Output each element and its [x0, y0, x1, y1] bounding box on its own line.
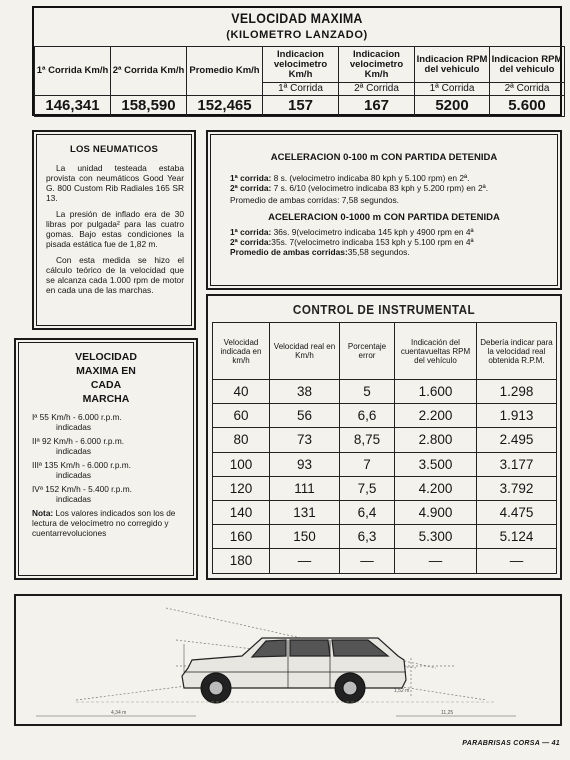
gear-speeds-box — [14, 338, 198, 580]
table-cell: 80 — [213, 428, 270, 452]
table-row — [213, 525, 557, 549]
header-speedo-1: Indicacion velocimetro Km/h — [263, 47, 339, 83]
table-cell: 40 — [213, 380, 270, 404]
table-cell: — — [340, 549, 395, 573]
table-cell: 5.124 — [477, 525, 557, 549]
dim-height-label: 1,52 m — [394, 688, 410, 694]
accel-100-run1 — [230, 173, 546, 183]
run-label-4: 2ª Corrida — [490, 83, 565, 96]
header-average-kmh: Promedio Km/h — [187, 47, 263, 96]
max-speed-grid — [34, 46, 565, 117]
table-cell: 6,3 — [340, 525, 395, 549]
table-cell: 60 — [213, 404, 270, 428]
tires-paragraph-3: Con esta medida se hizo el cálculo teórico de la velocidad que se alcanza cada 1.000 rpm de motor en cada una de las marchas. — [46, 255, 184, 295]
gear-3-sub: indicadas — [56, 470, 92, 480]
table-cell: 93 — [270, 452, 340, 476]
value-rpm-1: 5200 — [415, 96, 490, 117]
table-cell: 180 — [213, 549, 270, 573]
page-footer: PARABRISAS CORSA — 41 — [462, 740, 560, 747]
header-rpm-1: Indicacion RPM del vehiculo — [415, 47, 490, 83]
table-cell: 1.600 — [395, 380, 477, 404]
gear-title-line-4: MARCHA — [82, 393, 130, 405]
dim-rear-label: 11,25 — [441, 710, 454, 716]
gear-item — [32, 484, 188, 504]
accel-1000-average-text: 35,58 segundos. — [347, 247, 410, 257]
table-cell: 150 — [270, 525, 340, 549]
accel-100-run2 — [230, 183, 546, 193]
max-speed-title: VELOCIDAD MAXIMA — [231, 11, 363, 26]
gear-item — [32, 436, 188, 456]
gear-note — [32, 508, 186, 538]
gear-speeds-title — [16, 350, 196, 406]
acceleration-box — [206, 130, 562, 290]
table-row — [213, 404, 557, 428]
col-header-error-percent: Porcentaje error — [340, 323, 395, 380]
gear-1-text: Iª 55 Km/h - 6.000 r.p.m. — [32, 412, 122, 422]
col-header-real-speed: Velocidad real en Km/h — [270, 323, 340, 380]
table-row — [213, 380, 557, 404]
gear-note-label: Nota: — [32, 508, 54, 518]
accel-1000-run1-label: 1ª corrida: — [230, 227, 272, 237]
table-cell: 3.500 — [395, 452, 477, 476]
table-row — [213, 428, 557, 452]
table-cell: 56 — [270, 404, 340, 428]
accel-100-run1-text: 8 s. (velocimetro indicaba 80 kph y 5.100 rpm) en 2ª. — [271, 173, 470, 183]
table-cell: 160 — [213, 525, 270, 549]
tires-paragraph-1: La unidad testeada estaba provista con neumáticos Good Year G. 800 Custom Rib Radiales 165 SR 13. — [46, 163, 184, 203]
accel-100-run2-label: 2ª corrida: — [230, 183, 272, 193]
accel-1000-average — [230, 247, 546, 257]
accel-100-run1-label: 1ª corrida: — [230, 173, 272, 183]
gear-item — [32, 460, 188, 480]
instrument-check-box — [206, 294, 562, 580]
gear-1-sub: indicadas — [56, 422, 92, 432]
col-header-rpm-expected: Debería indicar para la velocidad real obtenida R.P.M. — [477, 323, 557, 380]
table-cell: 3.177 — [477, 452, 557, 476]
gear-note-text: Los valores indicados son los de lectura de velocímetro no corregido y cuentarrevoluciones — [32, 508, 176, 538]
table-cell: 8,75 — [340, 428, 395, 452]
table-cell: 1.298 — [477, 380, 557, 404]
header-rpm-2: Indicacion RPM del vehiculo — [490, 47, 565, 83]
accel-1000-run1 — [230, 227, 546, 237]
instrument-check-table — [212, 322, 557, 574]
table-cell: 4.200 — [395, 476, 477, 500]
table-row — [213, 500, 557, 524]
table-cell: 120 — [213, 476, 270, 500]
run-label-3: 1ª Corrida — [415, 83, 490, 96]
table-row — [213, 549, 557, 573]
table-cell: 140 — [213, 500, 270, 524]
table-cell: 7,5 — [340, 476, 395, 500]
table-row — [213, 452, 557, 476]
gear-item — [32, 412, 188, 432]
tires-box — [32, 130, 196, 330]
header-speedo-2: Indicacion velocimetro Km/h — [339, 47, 415, 83]
run-label-2: 2ª Corrida — [339, 83, 415, 96]
value-run1: 146,341 — [35, 96, 111, 117]
col-header-indicated-speed: Velocidad indicada en km/h — [213, 323, 270, 380]
table-cell: 2.200 — [395, 404, 477, 428]
value-rpm-2: 5.600 — [490, 96, 565, 117]
table-row — [213, 476, 557, 500]
header-run2-kmh: 2ª Corrida Km/h — [111, 47, 187, 96]
gear-3-text: IIIª 135 Km/h - 6.000 r.p.m. — [32, 460, 131, 470]
car-figure — [14, 594, 562, 726]
accel-100-title: ACELERACION 0-100 m CON PARTIDA DETENIDA — [270, 152, 498, 163]
accel-1000-title: ACELERACION 0-1000 m CON PARTIDA DETENIDA — [268, 212, 500, 223]
value-speedo-2: 167 — [339, 96, 415, 117]
instrument-check-title: CONTROL DE INSTRUMENTAL — [292, 302, 476, 317]
col-header-rpm-indicated: Indicación del cuentavueltas RPM del vehículo — [395, 323, 477, 380]
table-cell: — — [477, 549, 557, 573]
table-cell: 3.792 — [477, 476, 557, 500]
max-speed-table — [32, 6, 562, 116]
gear-2-text: IIª 92 Km/h - 6.000 r.p.m. — [32, 436, 125, 446]
table-cell: 1.913 — [477, 404, 557, 428]
value-run2: 158,590 — [111, 96, 187, 117]
table-cell: 4.900 — [395, 500, 477, 524]
tires-title: LOS NEUMATICOS — [69, 144, 159, 155]
table-cell: 38 — [270, 380, 340, 404]
table-cell: 131 — [270, 500, 340, 524]
gear-title-line-1: VELOCIDAD — [75, 351, 137, 363]
accel-1000-run2-label: 2ª corrida: — [230, 237, 272, 247]
accel-100-run2-text: 7 s. 6/10 (velocimetro indicaba 83 kph y 5.200 rpm) en 2ª. — [271, 183, 489, 193]
gear-2-sub: indicadas — [56, 446, 92, 456]
table-cell: 6,6 — [340, 404, 395, 428]
table-cell: 5.300 — [395, 525, 477, 549]
max-speed-subtitle: (KILOMETRO LANZADO) — [226, 29, 368, 41]
table-cell: 5 — [340, 380, 395, 404]
header-run1-kmh: 1ª Corrida Km/h — [35, 47, 111, 96]
table-cell: 6,4 — [340, 500, 395, 524]
accel-1000-run2-text: 35s. 7(velocimetro indicaba 153 kph y 5.100 rpm en 4ª — [271, 237, 474, 247]
table-cell: — — [395, 549, 477, 573]
accel-1000-average-label: Promedio de ambas corridas: — [230, 247, 348, 257]
value-speedo-1: 157 — [263, 96, 339, 117]
table-cell: 111 — [270, 476, 340, 500]
value-average: 152,465 — [187, 96, 263, 117]
gear-4-text: IVª 152 Km/h - 5.400 r.p.m. — [32, 484, 132, 494]
gear-title-line-3: CADA — [90, 379, 122, 391]
table-cell: 100 — [213, 452, 270, 476]
gear-title-line-2: MAXIMA EN — [76, 365, 136, 377]
table-cell: 7 — [340, 452, 395, 476]
run-label-1: 1ª Corrida — [263, 83, 339, 96]
table-cell: 4.475 — [477, 500, 557, 524]
table-cell: 73 — [270, 428, 340, 452]
tires-paragraph-2: La presión de inflado era de 30 libras por pulgada² para las cuatro gomas. Bajo estas condiciones la pisada estática fue de 1,82 m. — [46, 209, 184, 249]
station-wagon-drawing — [16, 596, 560, 724]
dim-length-label: 4,34 m — [111, 710, 127, 716]
gear-4-sub: indicadas — [56, 494, 92, 504]
table-cell: 2.800 — [395, 428, 477, 452]
table-cell: 2.495 — [477, 428, 557, 452]
accel-1000-run1-text: 36s. 9(velocimetro indicaba 145 kph y 4900 rpm en 4ª — [271, 227, 474, 237]
table-cell: — — [270, 549, 340, 573]
accel-1000-run2 — [230, 237, 546, 247]
accel-100-average: Promedio de ambas corridas: 7,58 segundos. — [230, 195, 399, 205]
